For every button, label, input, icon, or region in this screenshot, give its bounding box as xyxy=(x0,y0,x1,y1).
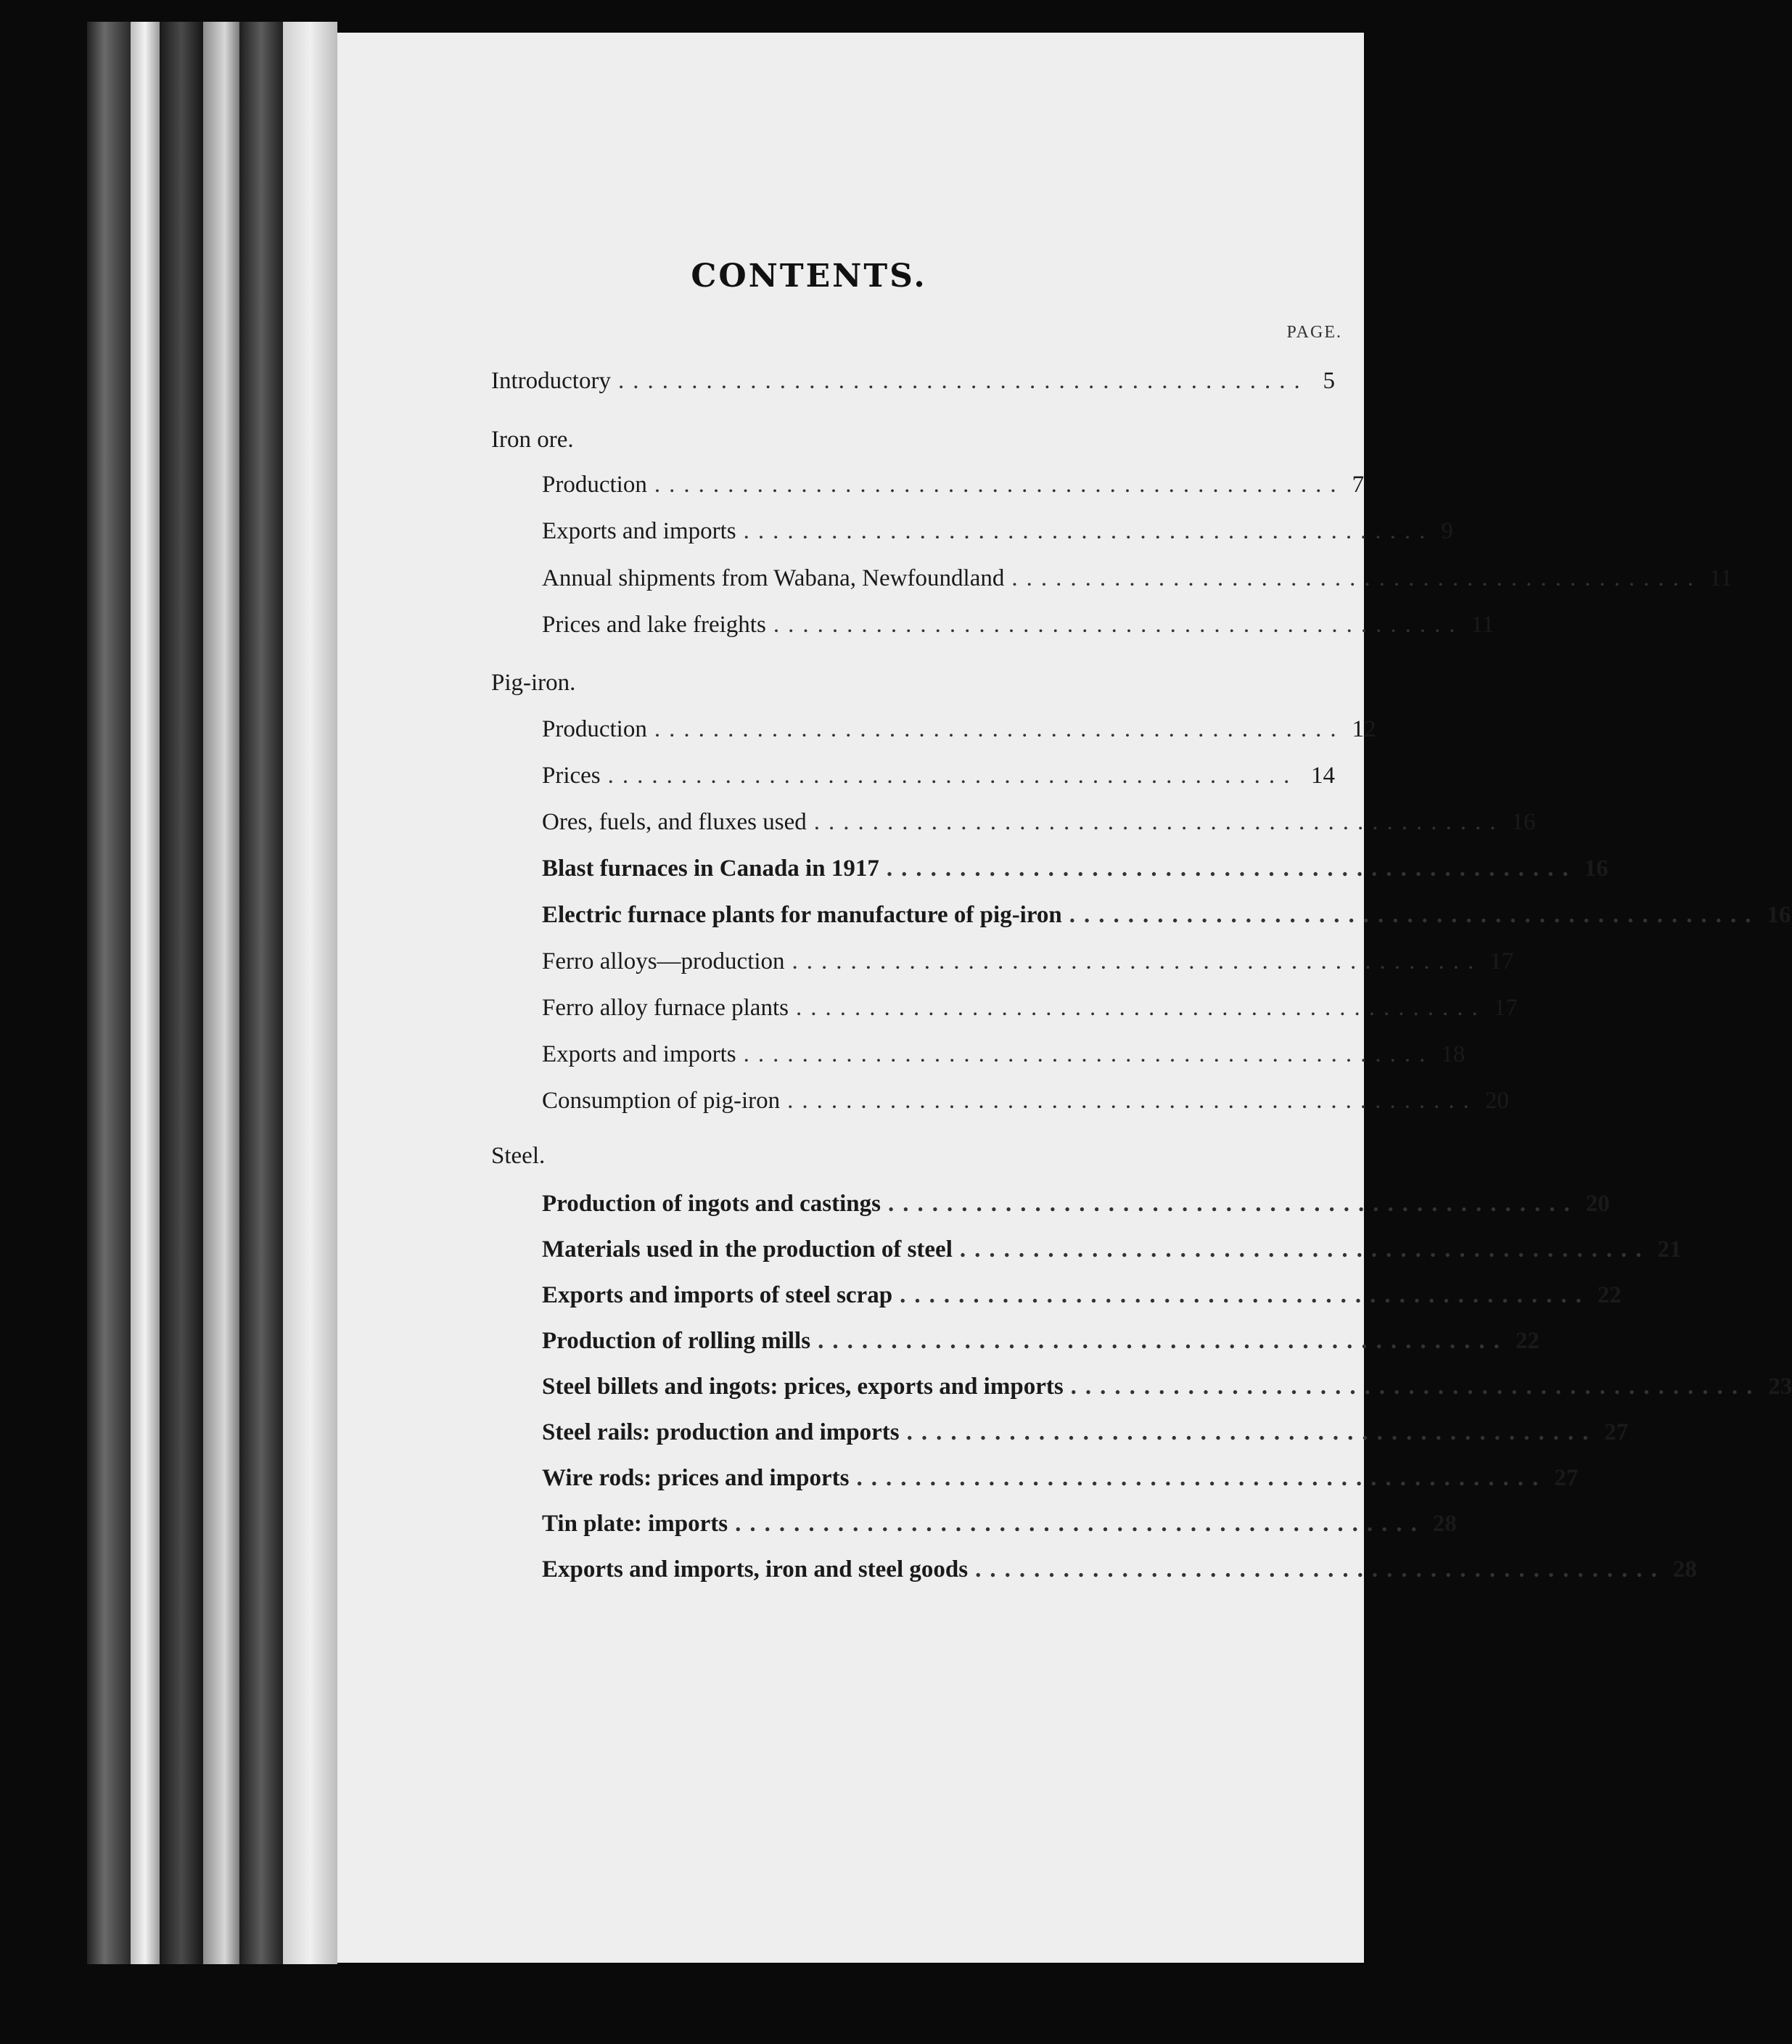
toc-entry-label: Ferro alloys—production xyxy=(542,948,785,974)
leader-dots: ............................................... xyxy=(900,1282,1590,1308)
toc-entry-label: Ores, fuels, and fluxes used xyxy=(542,809,807,835)
toc-entry-introductory[interactable] xyxy=(491,368,1335,395)
toc-entry-label: Steel billets and ingots: prices, exports and imports xyxy=(542,1374,1064,1400)
toc-entry[interactable] xyxy=(542,1328,1540,1355)
toc-entry-page: 21 xyxy=(1657,1236,1682,1263)
toc-entry[interactable] xyxy=(542,1419,1629,1446)
toc-entry-page: 17 xyxy=(1489,948,1514,974)
toc-entry[interactable] xyxy=(542,1374,1792,1400)
toc-entry-page: 9 xyxy=(1441,518,1453,544)
toc-entry-label: Exports and imports, iron and steel goods xyxy=(542,1556,969,1583)
toc-entry-label: Wire rods: prices and imports xyxy=(542,1465,850,1491)
section-heading-iron-ore: Iron ore. xyxy=(491,427,574,453)
toc-entry[interactable] xyxy=(542,612,1495,639)
toc-entry-page: 11 xyxy=(1471,612,1495,638)
toc-entry-page: 27 xyxy=(1604,1419,1629,1445)
toc-entry-page: 28 xyxy=(1672,1556,1697,1583)
leader-dots: ............................................... xyxy=(773,612,1464,638)
toc-entry-label: Production xyxy=(542,716,647,742)
toc-entry-label: Ferro alloy furnace plants xyxy=(542,995,789,1021)
toc-entry-page: 20 xyxy=(1585,1191,1610,1217)
toc-entry-page: 17 xyxy=(1493,995,1518,1021)
leader-dots: ............................................... xyxy=(813,809,1505,835)
toc-entry-page: 7 xyxy=(1352,472,1365,498)
leader-dots: ............................................... xyxy=(654,716,1345,742)
toc-entry-label: Exports and imports of steel scrap xyxy=(542,1282,893,1308)
page-stack-edge xyxy=(87,22,131,1964)
leader-dots: ............................................... xyxy=(743,1041,1434,1067)
toc-entry[interactable] xyxy=(542,1465,1579,1492)
toc-entry-label: Exports and imports xyxy=(542,1041,736,1067)
leader-dots: ............................................... xyxy=(795,995,1487,1021)
toc-entry[interactable] xyxy=(542,716,1376,743)
toc-entry-page: 20 xyxy=(1484,1088,1509,1114)
leader-dots: ............................................... xyxy=(886,855,1577,882)
leader-dots: ............................................... xyxy=(787,1088,1478,1114)
toc-entry-page: 23 xyxy=(1768,1374,1792,1400)
section-heading-steel: Steel. xyxy=(491,1143,546,1169)
toc-entry-page: 16 xyxy=(1767,902,1791,928)
toc-entry-page: 28 xyxy=(1432,1511,1457,1537)
leader-dots: ............................................... xyxy=(607,763,1299,789)
toc-entry-label: Prices and lake freights xyxy=(542,612,766,638)
toc-entry-page: 22 xyxy=(1597,1282,1622,1308)
section-heading-pig-iron: Pig-iron. xyxy=(491,670,576,696)
toc-entry-page: 18 xyxy=(1441,1041,1466,1067)
toc-entry[interactable] xyxy=(542,1556,1697,1583)
toc-entry-label: Production of ingots and castings xyxy=(542,1191,881,1217)
toc-entry-page: 12 xyxy=(1352,716,1376,742)
leader-dots: ............................................... xyxy=(1011,565,1703,591)
leader-dots: ............................................... xyxy=(975,1556,1666,1583)
toc-entry-label: Introductory xyxy=(491,368,611,394)
toc-entry-label: Production of rolling mills xyxy=(542,1328,811,1354)
leader-dots: ............................................... xyxy=(818,1328,1508,1354)
toc-entry-label: Annual shipments from Wabana, Newfoundland xyxy=(542,565,1005,591)
toc-entry[interactable] xyxy=(542,1282,1622,1309)
toc-entry-label: Consumption of pig-iron xyxy=(542,1088,781,1114)
toc-entry[interactable] xyxy=(542,518,1453,545)
toc-entry[interactable] xyxy=(542,855,1608,882)
toc-entry-label: Blast furnaces in Canada in 1917 xyxy=(542,855,879,882)
toc-entry[interactable] xyxy=(542,948,1514,975)
toc-entry-label: Prices xyxy=(542,763,601,789)
toc-entry[interactable] xyxy=(542,1088,1509,1115)
leader-dots: ............................................... xyxy=(887,1191,1579,1217)
contents-page xyxy=(337,33,1792,1963)
leader-dots: ............................................... xyxy=(654,472,1345,498)
toc-entry[interactable] xyxy=(542,1511,1457,1538)
page-stack-edge xyxy=(160,22,203,1964)
toc-entry-label: Electric furnace plants for manufacture of pig-iron xyxy=(542,902,1062,928)
toc-entry-label: Exports and imports xyxy=(542,518,736,544)
toc-entry-page: 16 xyxy=(1584,855,1608,882)
leader-dots: ............................................... xyxy=(735,1511,1426,1537)
toc-entry[interactable] xyxy=(542,472,1365,498)
page-stack-edge xyxy=(239,22,283,1964)
leader-dots: ............................................... xyxy=(743,518,1434,544)
page-stack-edge xyxy=(203,22,239,1964)
toc-entry-page: 22 xyxy=(1515,1328,1540,1354)
leader-dots: ............................................... xyxy=(906,1419,1598,1445)
toc-entry[interactable] xyxy=(542,1041,1466,1068)
page-column-heading: PAGE. xyxy=(1286,323,1342,342)
toc-entry-label: Materials used in the production of steel xyxy=(542,1236,953,1263)
toc-entry[interactable] xyxy=(542,902,1791,929)
toc-entry-page: 27 xyxy=(1554,1465,1579,1491)
toc-entry[interactable] xyxy=(542,809,1536,836)
leader-dots: ............................................... xyxy=(617,368,1309,394)
toc-entry[interactable] xyxy=(542,763,1335,789)
leader-dots: ............................................... xyxy=(792,948,1483,974)
page-stack-edge xyxy=(283,22,337,1964)
page-title: CONTENTS. xyxy=(691,258,927,295)
toc-entry-label: Production xyxy=(542,472,647,498)
toc-entry[interactable] xyxy=(542,1191,1610,1218)
toc-entry-label: Steel rails: production and imports xyxy=(542,1419,900,1445)
toc-entry-page: 16 xyxy=(1511,809,1536,835)
toc-entry-label: Tin plate: imports xyxy=(542,1511,728,1537)
toc-entry-page: 5 xyxy=(1323,368,1335,394)
toc-entry[interactable] xyxy=(542,565,1733,592)
leader-dots: ............................................... xyxy=(959,1236,1651,1263)
toc-entry[interactable] xyxy=(542,1236,1682,1263)
leader-dots: ............................................... xyxy=(856,1465,1548,1491)
toc-entry-page: 11 xyxy=(1709,565,1733,591)
leader-dots: ............................................... xyxy=(1070,1374,1762,1400)
page-stack-edge xyxy=(131,22,160,1964)
leader-dots: ............................................... xyxy=(1069,902,1760,928)
toc-entry-page: 14 xyxy=(1311,763,1335,789)
toc-entry[interactable] xyxy=(542,995,1518,1022)
